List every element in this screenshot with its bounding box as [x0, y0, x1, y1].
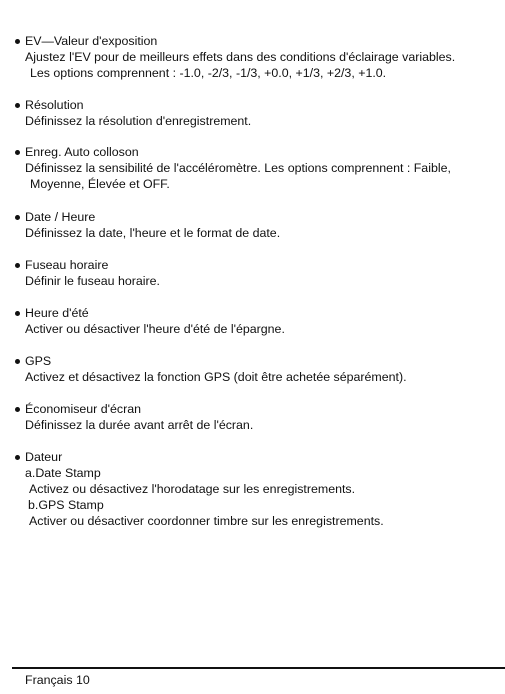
section-text: Définissez la sensibilité de l'accéléromètre. Les options comprennent : Faible,: [25, 161, 451, 175]
section-text: Définissez la date, l'heure et le format de date.: [25, 226, 281, 240]
section-text: Moyenne, Élevée et OFF.: [30, 177, 170, 191]
section-subtitle: b.GPS Stamp: [28, 498, 104, 512]
section-text: Activer ou désactiver l'heure d'été de l'épargne.: [25, 322, 285, 336]
bullet-icon: [15, 407, 20, 412]
bullet-icon: [15, 103, 20, 108]
section-title: GPS: [25, 354, 52, 368]
section-title: Économiseur d'écran: [25, 402, 142, 416]
bullet-icon: [15, 311, 20, 316]
bullet-icon: [15, 455, 20, 460]
section-title: Heure d'été: [25, 306, 89, 320]
section-title: Enreg. Auto colloson: [25, 145, 139, 159]
section-title: Résolution: [25, 98, 84, 112]
section-subtitle: a.Date Stamp: [25, 466, 101, 480]
bullet-icon: [15, 359, 20, 364]
bullet-icon: [15, 215, 20, 220]
page-number: Français 10: [25, 673, 90, 687]
section-title: EV—Valeur d'exposition: [25, 34, 158, 48]
bullet-icon: [15, 263, 20, 268]
section-title: Date / Heure: [25, 210, 96, 224]
section-text: Activez et désactivez la fonction GPS (doit être achetée séparément).: [25, 370, 407, 384]
section-text: Définissez la durée avant arrêt de l'écran.: [25, 418, 254, 432]
section-text: Définir le fuseau horaire.: [25, 274, 160, 288]
section-title: Fuseau horaire: [25, 258, 109, 272]
bullet-icon: [15, 39, 20, 44]
section-text: Activez ou désactivez l'horodatage sur les enregistrements.: [29, 482, 356, 496]
section-text: Les options comprennent : -1.0, -2/3, -1/3, +0.0, +1/3, +2/3, +1.0.: [30, 66, 387, 80]
footer-divider: [12, 667, 505, 669]
bullet-icon: [15, 150, 20, 155]
section-text: Définissez la résolution d'enregistrement.: [25, 114, 252, 128]
section-text: Ajustez l'EV pour de meilleurs effets dans des conditions d'éclairage variables.: [25, 50, 456, 64]
section-title: Dateur: [25, 450, 63, 464]
section-text: Activer ou désactiver coordonner timbre sur les enregistrements.: [29, 514, 384, 528]
